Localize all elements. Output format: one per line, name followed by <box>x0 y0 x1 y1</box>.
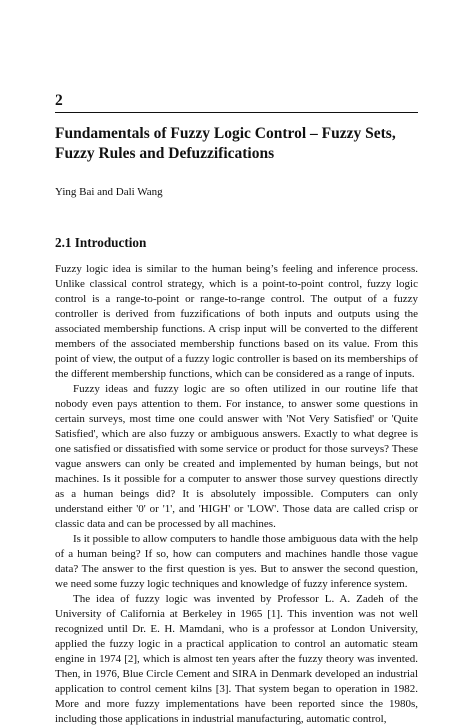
body-paragraph: Fuzzy logic idea is similar to the human being’s feeling and inference process. Unlike classical control strategy, which is a point-to-point control, fuzzy logic control is a range-to-point or range-to-range control. The output of a fuzzy controller is derived from fuzzifications of both inputs and outputs using the associated membership functions. A crisp input will be converted to the different members of the associated membership functions based on its value. From this point of view, the output of a fuzzy logic controller is based on its memberships of the different membership functions, which can be considered as a range of inputs. <box>55 263 418 381</box>
section-body <box>55 262 418 727</box>
body-paragraph: The idea of fuzzy logic was invented by Professor L. A. Zadeh of the University of California at Berkeley in 1965 [1]. This invention was not well recognized until Dr. E. H. Mamdani, who is a professor at London University, applied the fuzzy logic in a practical application to control an automatic steam engine in 1974 [2], which is almost ten years after the fuzzy theory was invented. Then, in 1976, Blue Circle Cement and SIRA in Denmark developed an industrial application to control cement kilns [3]. That system began to operation in 1982. More and more fuzzy implementations have been reported since the 1980s, including those applications in industrial manufacturing, automatic control, <box>55 593 418 726</box>
section-heading: 2.1 Introduction <box>55 235 147 250</box>
chapter-authors: Ying Bai and Dali Wang <box>55 186 163 198</box>
body-paragraph: Is it possible to allow computers to handle those ambiguous data with the help of a human being? If so, how can computers and machines handle those vague data? The answer to the first question is yes. But to answer the second question, we need some fuzzy logic techniques and knowledge of fuzzy inference system. <box>55 533 418 591</box>
chapter-rule-divider <box>55 112 418 113</box>
chapter-title: Fundamentals of Fuzzy Logic Control – Fuzzy Sets, Fuzzy Rules and Defuzzifications <box>55 125 396 162</box>
body-paragraph: Fuzzy ideas and fuzzy logic are so often utilized in our routine life that nobody even pays attention to them. For instance, to answer some questions in certain surveys, most time one could answer with 'Not Very Satisfied' or 'Quite Satisfied', which are also fuzzy or ambiguous answers. Exactly to what degree is one satisfied or dissatisfied with some service or product for those surveys? These vague answers can only be created and implemented by human beings, but not machines. Is it possible for a computer to answer those survey questions directly as a human beings did? It is absolutely impossible. Computers can only understand either '0' or '1', and 'HIGH' or 'LOW'. Those data are called crisp or classic data and can be processed by all machines. <box>55 383 418 531</box>
chapter-number: 2 <box>55 92 63 109</box>
